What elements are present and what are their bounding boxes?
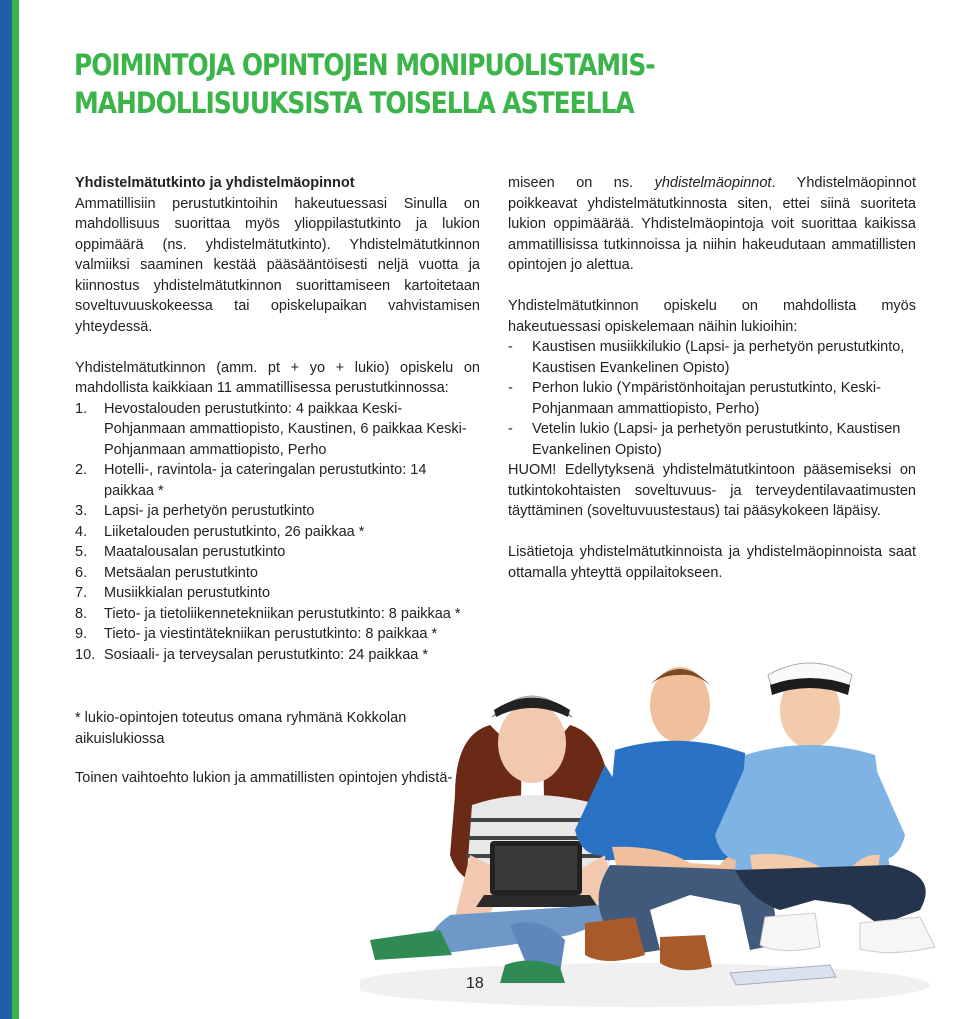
list-text: Musiikkialan perustutkinto (104, 585, 271, 601)
list-number: 6. (75, 564, 88, 581)
upper-secondary-list (508, 337, 916, 460)
list-number: 10. (75, 646, 96, 663)
list-text: Kaustisen musiikkilukio (Lapsi- ja perhetyön perustutkinto, Kaustisen Evankelinen Opisto) (532, 339, 905, 376)
list-item (75, 604, 480, 625)
upper-secondary-paragraph: Yhdistelmätutkinnon opiskelu on mahdollista myös hakeutuessasi opiskelemaan näihin lukioihin: (508, 298, 916, 335)
trailing-sentence: Toinen vaihtoehto lukion ja ammatillisten opintojen yhdistä- (75, 770, 453, 786)
intro-paragraph: Ammatillisiin perustutkintoihin hakeutuessasi Sinulla on mahdollisuus suorittaa myös ylioppilastutkinto ja lukion oppimäärä (ns. yhdistelmätutkinto). Yhdistelmätutkinnon valmiiksi saaminen kestää pääsääntöisesti neljä vuotta ja kiinnostus yhdistelmätutkinnon suorittamiseen kartoitetaan soveltuvuuskokeessa tai opiskelupaikan vahvistamisen yhteydessä. (75, 195, 480, 335)
brown-shoe (585, 917, 645, 961)
list-item (75, 583, 480, 604)
list-number: 3. (75, 503, 88, 519)
list-dash: - (508, 339, 513, 355)
huom-paragraph: HUOM! Edellytyksenä yhdistelmätutkintoon pääsemiseksi on tutkintokohtaisten soveltuvuus- ja terveydentilavaatimusten täyttäminen (soveltuvuustestaus) tai pääsykokeen läpäisy. (508, 462, 916, 519)
list-item (75, 460, 480, 501)
title-line-2: MAHDOLLISUUKSISTA TOISELLA ASTEELLA (74, 86, 634, 120)
list-number: 7. (75, 585, 88, 601)
list-item (508, 337, 916, 378)
list-text: Tieto- ja viestintätekniikan perustutkinto: 8 paikkaa * (104, 626, 438, 642)
list-text: Liiketalouden perustutkinto, 26 paikkaa * (104, 523, 365, 540)
list-text: Hotelli-, ravintola- ja cateringalan perustutkinto: 14 paikkaa * (104, 462, 427, 499)
list-item (508, 378, 916, 419)
list-text: Vetelin lukio (Lapsi- ja perhetyön perustutkinto, Kaustisen Evankelinen Opisto) (532, 421, 901, 458)
combined-studies-paragraph (508, 173, 916, 276)
white-sneaker (760, 913, 820, 951)
left-green-stripe (12, 0, 19, 1019)
list-text: Tieto- ja tietoliikennetekniikan perustutkinto: 8 paikkaa * (104, 605, 461, 622)
italic-term: yhdistelmäopinnot (654, 175, 772, 191)
list-text: Lapsi- ja perhetyön perustutkinto (104, 503, 315, 519)
degree-paragraph: Yhdistelmätutkinnon (amm. pt + yo + lukio) opiskelu on mahdollista kaikkiaan 11 ammatillisessa perustutkinnossa: (75, 359, 480, 396)
list-item (508, 419, 916, 460)
students-photo (360, 655, 960, 1019)
list-item (75, 501, 480, 522)
page-title (74, 46, 655, 122)
list-dash: - (508, 421, 513, 437)
list-text: Maatalousalan perustutkinto (104, 544, 286, 560)
section-heading: Yhdistelmätutkinto ja yhdistelmäopinnot (75, 175, 355, 191)
right-column (508, 173, 916, 583)
list-number: 4. (75, 523, 88, 540)
list-item (75, 522, 480, 543)
list-item (75, 624, 480, 645)
page-number: 18 (466, 975, 484, 992)
list-dash: - (508, 380, 513, 396)
list-item (75, 563, 480, 584)
text-run: . Yhdistelmäopinnot poikkeavat yhdistelmätutkinnosta siten, ettei siinä suoriteta lukion oppimäärää. Yhdistelmäopintoja voit suorittaa kaikissa ammatillisissa tutkinnoissa ja niihin hakeudutaan ammatillisten opintojen jo alettua. (508, 175, 916, 273)
list-item (75, 399, 480, 461)
list-number: 5. (75, 544, 88, 560)
text-run: miseen on ns. (508, 175, 655, 191)
footnote: * lukio-opintojen toteutus omana ryhmänä Kokkolan aikuislukiossa (75, 710, 407, 747)
list-number: 2. (75, 462, 88, 478)
list-text: Hevostalouden perustutkinto: 4 paikkaa Keski-Pohjanmaan ammattiopisto, Kaustinen, 6 paikkaa Keski-Pohjanmaan ammattiopisto, Perho (104, 400, 467, 458)
list-number: 1. (75, 400, 88, 417)
left-column (75, 173, 480, 665)
list-number: 8. (75, 605, 88, 622)
left-blue-stripe (0, 0, 12, 1019)
degree-list (75, 399, 480, 666)
list-text: Metsäalan perustutkinto (104, 564, 258, 581)
list-text: Perhon lukio (Ympäristönhoitajan perustutkinto, Keski-Pohjanmaan ammattiopisto, Perho) (532, 380, 881, 417)
floor-shadow (360, 963, 930, 1007)
contact-paragraph: Lisätietoja yhdistelmätutkinnoista ja yhdistelmäopinnoista saat ottamalla yhteyttä oppilaitokseen. (508, 544, 916, 581)
green-sneaker (370, 930, 452, 960)
list-text: Sosiaali- ja terveysalan perustutkinto: 24 paikkaa * (104, 646, 429, 663)
title-line-1: POIMINTOJA OPINTOJEN MONIPUOLISTAMIS- (74, 48, 655, 82)
list-item (75, 542, 480, 563)
list-number: 9. (75, 626, 88, 642)
